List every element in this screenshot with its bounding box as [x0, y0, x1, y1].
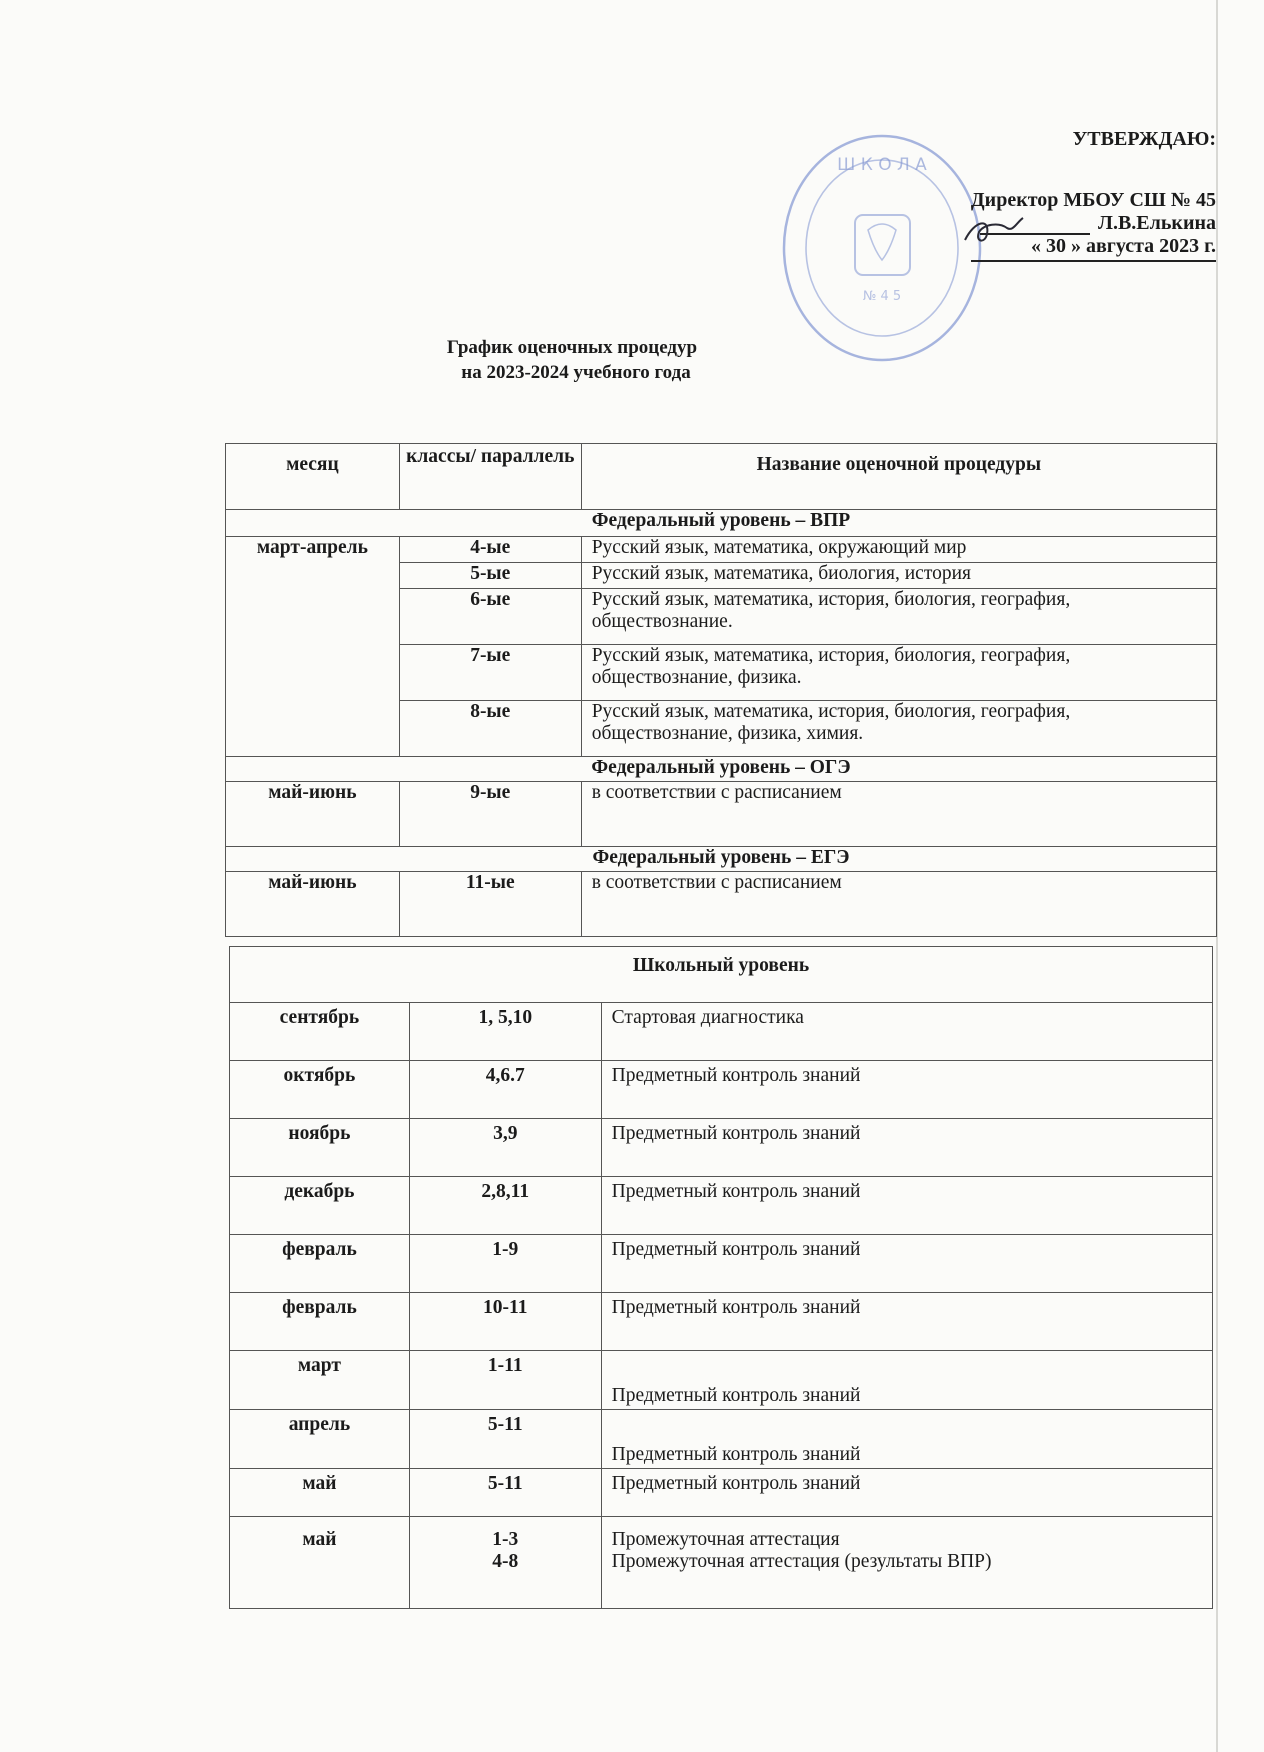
approval-heading: УТВЕРЖДАЮ:: [1072, 128, 1216, 150]
cell-grade: 1-9: [409, 1235, 601, 1293]
table-row: [230, 1351, 1213, 1410]
cell-procedure: Промежуточная аттестация: [611, 1529, 840, 1550]
section-row: [226, 757, 1217, 782]
cell-grade: 9-ые: [399, 782, 581, 847]
cell-grade: 5-11: [409, 1469, 601, 1517]
cell-month: май: [230, 1469, 410, 1517]
svg-text:Ш К О Л А: Ш К О Л А: [837, 155, 927, 175]
cell-month: март-апрель: [226, 537, 400, 757]
cell-grade: 5-ые: [399, 563, 581, 589]
procedures-table-school: [229, 946, 1213, 1609]
section-row: [230, 947, 1213, 1003]
header-month: месяц: [226, 444, 400, 510]
cell-procedure: Предметный контроль знаний: [601, 1119, 1212, 1177]
table-row: [230, 1061, 1213, 1119]
cell-grade: 5-11: [409, 1410, 601, 1469]
table-row: [230, 1469, 1213, 1517]
cell-month: ноябрь: [230, 1119, 410, 1177]
cell-grade: 8-ые: [399, 701, 581, 757]
cell-grade: 4,6.7: [409, 1061, 601, 1119]
approval-name: Л.В.Елькина: [1098, 212, 1216, 234]
cell-procedure: Русский язык, математика, история, биология, география, обществознание, физика.: [581, 645, 1216, 701]
document-subtitle: на 2023-2024 учебного года: [461, 362, 691, 383]
table-header-row: [226, 444, 1217, 510]
header-procedure: Название оценочной процедуры: [581, 444, 1216, 510]
table-row: [230, 1177, 1213, 1235]
table-row: [230, 1119, 1213, 1177]
cell-month: май-июнь: [226, 782, 400, 847]
cell-grade: 1, 5,10: [409, 1003, 601, 1061]
cell-grade: 6-ые: [399, 589, 581, 645]
cell-month: февраль: [230, 1235, 410, 1293]
cell-procedure: Предметный контроль знаний: [601, 1177, 1212, 1235]
cell-procedure: Промежуточная аттестация (результаты ВПР): [611, 1551, 992, 1572]
table-row: [226, 537, 1217, 563]
approval-position: Директор МБОУ СШ № 45: [970, 189, 1216, 211]
section-row: [226, 510, 1217, 537]
handwritten-signature: [960, 212, 1030, 252]
section-oge: Федеральный уровень – ОГЭ: [226, 757, 1217, 782]
cell-grade: 4-8: [492, 1551, 519, 1572]
table-row: [230, 1293, 1213, 1351]
cell-grade: 2,8,11: [409, 1177, 601, 1235]
table-row: [226, 872, 1217, 937]
cell-grade: 3,9: [409, 1119, 601, 1177]
cell-grade: 1-3: [492, 1529, 519, 1550]
cell-grade: 4-ые: [399, 537, 581, 563]
cell-month: март: [230, 1351, 410, 1410]
cell-procedure: Русский язык, математика, окружающий мир: [581, 537, 1216, 563]
cell-month: октябрь: [230, 1061, 410, 1119]
cell-procedure: в соответствии с расписанием: [581, 782, 1216, 847]
table-row: [230, 1003, 1213, 1061]
cell-grade-multi: [409, 1517, 601, 1609]
cell-grade: 7-ые: [399, 645, 581, 701]
procedures-table-federal: [225, 443, 1217, 937]
cell-procedure: Русский язык, математика, история, биология, география, обществознание.: [581, 589, 1216, 645]
cell-procedure: Предметный контроль знаний: [601, 1061, 1212, 1119]
svg-text:№ 4 5: № 4 5: [862, 289, 902, 304]
cell-month: сентябрь: [230, 1003, 410, 1061]
document-title: График оценочных процедур: [446, 337, 698, 358]
cell-procedure: Предметный контроль знаний: [601, 1293, 1212, 1351]
cell-procedure: в соответствии с расписанием: [581, 872, 1216, 937]
section-ege: Федеральный уровень – ЕГЭ: [226, 847, 1217, 872]
cell-procedure: Стартовая диагностика: [601, 1003, 1212, 1061]
section-school: Школьный уровень: [230, 947, 1213, 1003]
cell-procedure: Русский язык, математика, биология, история: [581, 563, 1216, 589]
cell-month: февраль: [230, 1293, 410, 1351]
cell-month: апрель: [230, 1410, 410, 1469]
table-row: [226, 782, 1217, 847]
cell-grade: 10-11: [409, 1293, 601, 1351]
cell-grade: 1-11: [409, 1351, 601, 1410]
section-vpr: Федеральный уровень – ВПР: [226, 510, 1217, 537]
header-grades: классы/ параллель: [399, 444, 581, 510]
table-row: [230, 1517, 1213, 1609]
cell-procedure: Предметный контроль знаний: [601, 1351, 1212, 1410]
cell-month: декабрь: [230, 1177, 410, 1235]
section-row: [226, 847, 1217, 872]
cell-procedure: Предметный контроль знаний: [601, 1469, 1212, 1517]
cell-procedure-multi: [601, 1517, 1212, 1609]
cell-procedure: Предметный контроль знаний: [601, 1235, 1212, 1293]
table-row: [230, 1235, 1213, 1293]
cell-month: май-июнь: [226, 872, 400, 937]
approval-date: « 30 » августа 2023 г.: [971, 235, 1216, 262]
cell-procedure: Предметный контроль знаний: [601, 1410, 1212, 1469]
cell-procedure: Русский язык, математика, история, биология, география, обществознание, физика, химия.: [581, 701, 1216, 757]
cell-grade: 11-ые: [399, 872, 581, 937]
table-row: [230, 1410, 1213, 1469]
cell-month: май: [230, 1517, 410, 1609]
